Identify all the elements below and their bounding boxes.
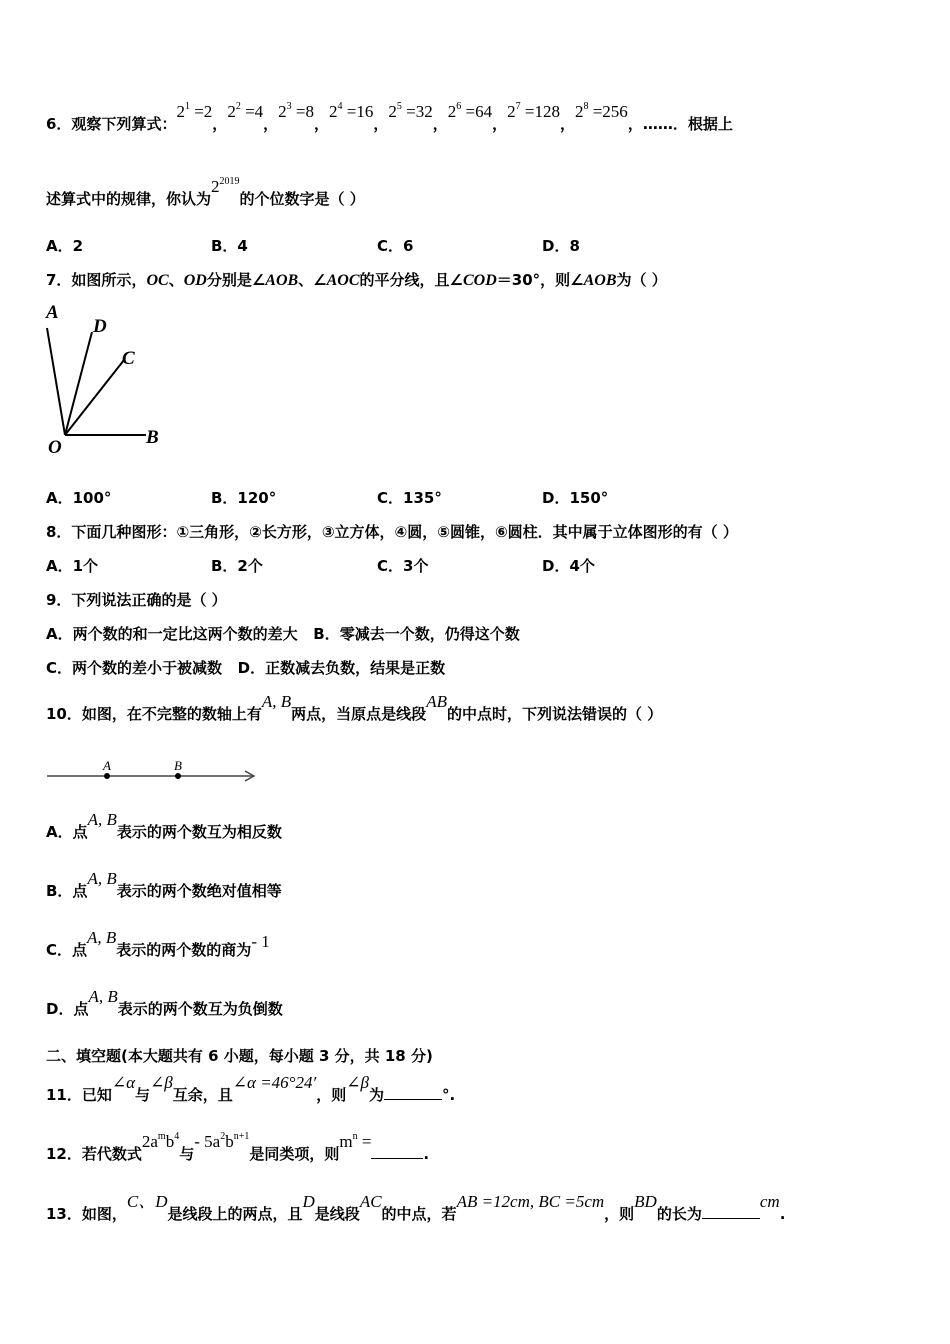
q9-options-cd: C．两个数的差小于被减数 D．正数减去负数，结果是正数	[46, 659, 446, 677]
q6-formula-list	[176, 101, 628, 133]
q6-separator: ，	[212, 115, 228, 133]
q6-line2	[46, 176, 365, 212]
q12-answer-blank[interactable]	[371, 1142, 423, 1159]
q12-expr1: $2a^mb^4$	[141, 1131, 180, 1151]
q6-separator: ，	[432, 115, 448, 133]
q6-option-c: C．6	[377, 237, 414, 255]
q7-stem: 7．如图所示，OC、OD分别是∠AOB、∠AOC的平分线，且∠COD＝30°，则∠AOB为（ ）	[46, 271, 667, 289]
q9-options-ab: A．两个数的和一定比这两个数的差大 B．零减去一个数，仍得这个数	[46, 625, 520, 643]
label-c: C	[122, 348, 135, 369]
q6-line2-b: 的个位数字是（ ）	[239, 190, 365, 208]
q6-option-a: A．2	[46, 237, 84, 255]
q6-formula: $2^4 =16$	[329, 101, 374, 121]
q6-formula: $2^1 =2$	[176, 101, 213, 121]
q6-option-b: B．4	[211, 237, 248, 255]
q6-formula: $2^3 =8$	[278, 101, 315, 121]
label-d: D	[93, 316, 107, 337]
q11-stem: 11．已知∠α与∠β互余，且∠α =46°24′，则∠β为 °.	[46, 1073, 456, 1104]
q7-option-c: C．135°	[377, 489, 442, 507]
q7-option-a: A．100°	[46, 489, 112, 507]
q7-option-b: B．120°	[211, 489, 277, 507]
q6-prefix: 6．观察下列算式：	[46, 115, 177, 133]
q10-option-c: C．点A, B表示的两个数的商为- 1	[46, 928, 270, 959]
q8-option-d: D．4个	[542, 557, 595, 575]
q8-stem: 8．下面几种图形：①三角形，②长方形，③立方体，④圆，⑤圆锥，⑥圆柱．其中属于立体图形的有（ ）	[46, 523, 738, 541]
axis-label-a: A	[103, 758, 111, 773]
q13-answer-blank[interactable]	[702, 1202, 760, 1219]
q12-mn: $m^n$ =	[339, 1131, 372, 1151]
label-b: B	[146, 427, 159, 448]
q6-separator: ，	[373, 115, 389, 133]
ray-oa	[47, 328, 65, 435]
point-b	[175, 773, 181, 779]
q10-number-line	[44, 755, 264, 785]
axis-label-b: B	[174, 758, 182, 773]
q12-stem: 12．若代数式$2a^mb^4$与- $5a^2b^{n+1}$是同类项，则$m^n$ =.	[46, 1131, 430, 1163]
q9-stem: 9．下列说法正确的是（ ）	[46, 591, 227, 609]
q11-answer-blank[interactable]	[384, 1083, 442, 1100]
q10-option-b: B．点A, B表示的两个数绝对值相等	[46, 869, 282, 900]
label-a: A	[46, 302, 59, 323]
q6-line2-a: 述算式中的规律，你认为	[46, 190, 212, 208]
q6-formula: $2^2 =4$	[227, 101, 264, 121]
q6-separator: ，	[314, 115, 330, 133]
q10-option-d: D．点A, B表示的两个数互为负倒数	[46, 987, 283, 1018]
q6-line1	[46, 101, 733, 137]
q7-option-d: D．150°	[542, 489, 609, 507]
q12-expr2: - $5a^2b^{n+1}$	[194, 1131, 250, 1151]
q7-angle-figure	[40, 300, 180, 460]
q6-formula: $2^7 =128$	[507, 101, 560, 121]
q6-option-d: D．8	[542, 237, 580, 255]
q6-formula: $2^8 =256$	[574, 101, 628, 121]
q6-formula: $2^6 =64$	[447, 101, 493, 121]
q13-stem: 13．如图，C、D是线段上的两点，且D是线段AC的中点，若AB =12cm, BC =5cm，则BD的长为cm.	[46, 1192, 786, 1223]
q10-option-a: A．点A, B表示的两个数互为相反数	[46, 810, 282, 841]
q8-option-c: C．3个	[377, 557, 429, 575]
q6-separator: ，	[559, 115, 575, 133]
q6-separator: ，	[263, 115, 279, 133]
label-o: O	[48, 437, 62, 458]
q10-stem: 10．如图，在不完整的数轴上有A, B两点，当原点是线段AB的中点时，下列说法错误的（ ）	[46, 692, 663, 723]
ray-od	[65, 332, 92, 435]
section2-heading: 二、填空题(本大题共有 6 小题，每小题 3 分，共 18 分)	[46, 1047, 433, 1065]
q6-tail: ，……．根据上	[627, 115, 733, 133]
q8-option-b: B．2个	[211, 557, 263, 575]
q6-formula: $2^5 =32$	[388, 101, 433, 121]
point-a	[104, 773, 110, 779]
q6-separator: ，	[492, 115, 508, 133]
q8-option-a: A．1个	[46, 557, 99, 575]
q6-power: $2^{2019}$	[211, 176, 240, 196]
